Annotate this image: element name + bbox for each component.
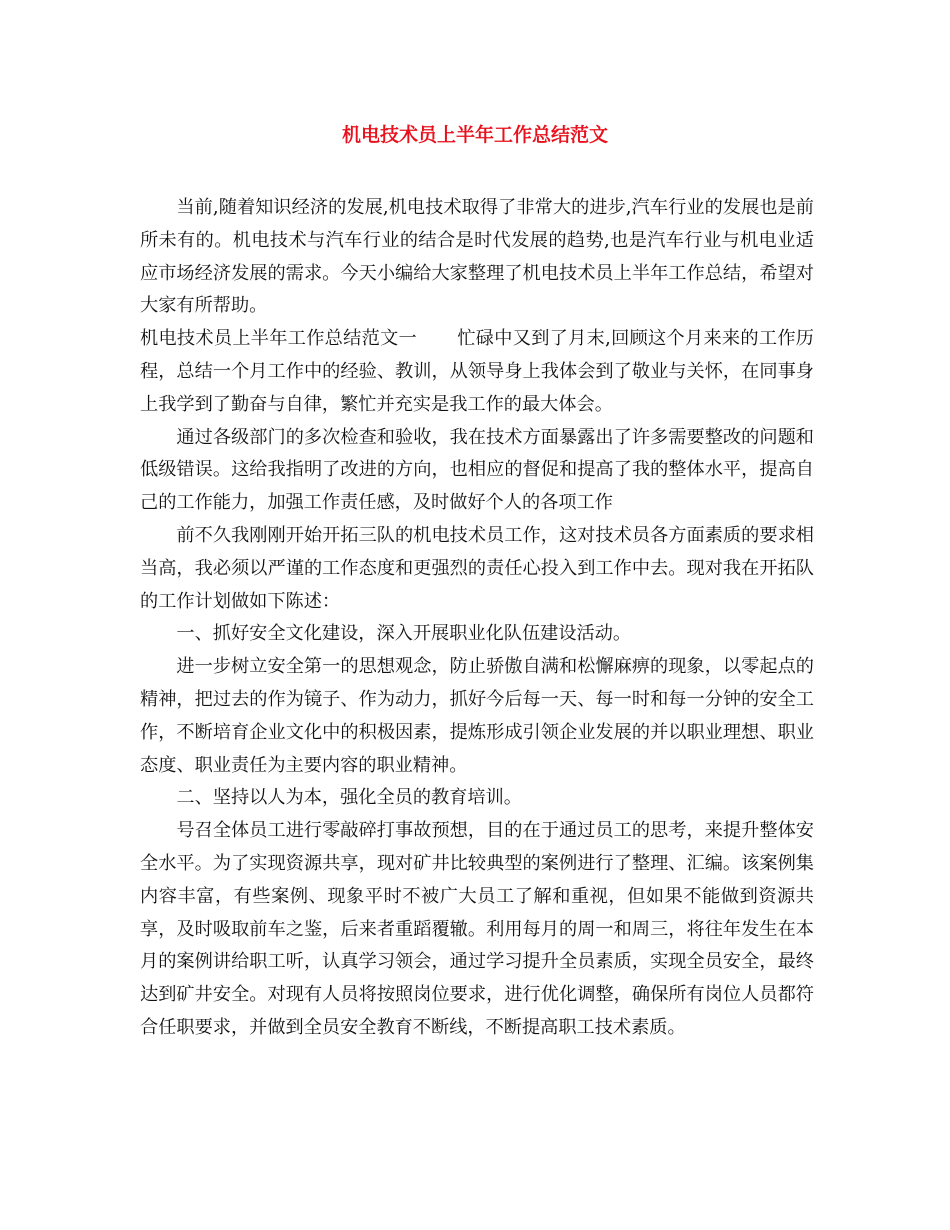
section-paragraph xyxy=(140,323,814,421)
document-body xyxy=(140,192,814,1045)
heading-training: 二、坚持以人为本，强化全员的教育培训。 xyxy=(176,787,522,809)
document-title: 机电技术员上半年工作总结范文 xyxy=(341,124,608,146)
paragraph-inspection: 通过各级部门的多次检查和验收，我在技术方面暴露出了许多需要整改的问题和低级错误。这给我指明了改进的方向，也相应的督促和提高了我的整体水平，提高自己的工作能力，加强工作责任感，及时做好个人的各项工作 xyxy=(140,426,814,514)
paragraph-safety-first: 进一步树立安全第一的思想观念，防止骄傲自满和松懈麻痹的现象，以零起点的精神，把过去的作为镜子、作为动力，抓好今后每一天、每一时和每一分钟的安全工作，不断培育企业文化中的积极因素，提炼形成引领企业发展的并以职业理想、职业态度、职业责任为主要内容的职业精神。 xyxy=(140,656,814,776)
paragraph-new-role: 前不久我刚刚开始开拓三队的机电技术员工作，这对技术员各方面素质的要求相当高，我必须以严谨的工作态度和更强烈的责任心投入到工作中去。现对我在开拓队的工作计划做如下陈述： xyxy=(140,524,814,612)
intro-paragraph: 当前,随着知识经济的发展,机电技术取得了非常大的进步,汽车行业的发展也是前所未有的。机电技术与汽车行业的结合是时代发展的趋势,也是汽车行业与机电业适应市场经济发展的需求。今天小编给大家整理了机电技术员上半年工作总结，希望对大家有所帮助。 xyxy=(140,197,814,317)
paragraph-training: 号召全体员工进行零敲碎打事故预想，目的在于通过员工的思考，来提升整体安全水平。为了实现资源共享，现对矿井比较典型的案例进行了整理、汇编。该案例集内容丰富，有些案例、现象平时不被广大员工了解和重视，但如果不能做到资源共享，及时吸取前车之鉴，后来者重蹈覆辙。利用每月的周一和周三，将往年发生在本月的案例讲给职工听，认真学习领会，通过学习提升全员素质，实现全员安全，最终达到矿井安全。对现有人员将按照岗位要求，进行优化调整，确保所有岗位人员都符合任职要求，并做到全员安全教育不断线，不断提高职工技术素质。 xyxy=(140,820,814,1038)
heading-safety-culture: 一、抓好安全文化建设，深入开展职业化队伍建设活动。 xyxy=(176,623,632,645)
section-heading: 机电技术员上半年工作总结范文一 xyxy=(140,328,418,350)
section-text: 忙碌中又到了月末,回顾这个月来来的工作历程，总结一个月工作中的经验、教训，从领导身上我体会到了敬业与关怀，在同事身上我学到了勤奋与自律，繁忙并充实是我工作的最大体会。 xyxy=(140,328,814,415)
